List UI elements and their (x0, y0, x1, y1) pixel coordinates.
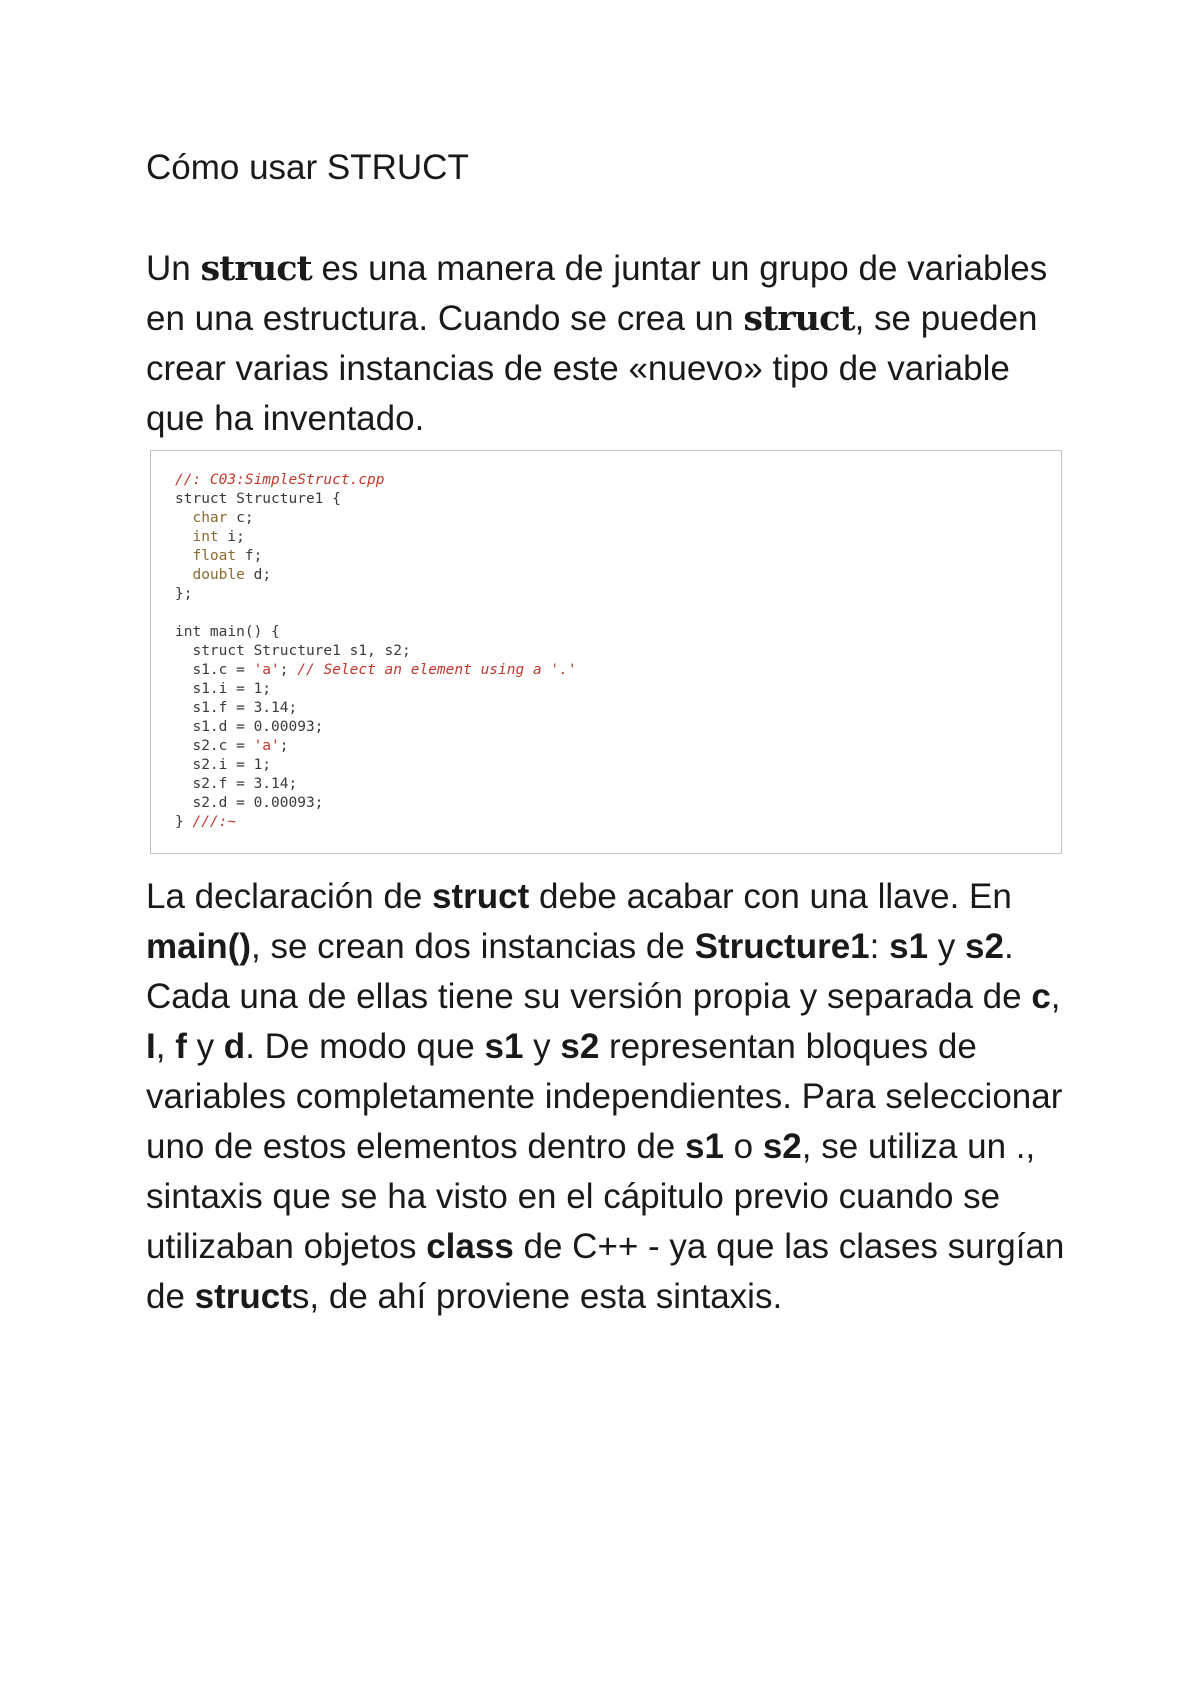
text-run: , se crean dos instancias de (251, 927, 695, 966)
keyword-d: d (223, 1027, 246, 1066)
keyword-s2: s2 (560, 1027, 600, 1066)
code-token: s2.c = (175, 738, 254, 754)
text-run: s, de ahí proviene esta sintaxis. (291, 1277, 783, 1316)
text-run: . Cada una de ellas tiene su versión propia y separada de (146, 927, 1032, 1016)
keyword-c: c (1031, 977, 1051, 1016)
code-token: struct Structure1 { (175, 491, 341, 507)
code-token: c; (227, 510, 254, 526)
code-line (175, 775, 577, 794)
code-token: s1.i = 1; (175, 681, 272, 697)
text-run: y (523, 1027, 561, 1066)
code-token: // Select an element using a '.' (297, 662, 577, 678)
text-run: o (723, 1127, 763, 1166)
code-token (175, 567, 192, 583)
keyword-s1: s1 (889, 927, 929, 966)
code-line (175, 680, 577, 699)
keyword-s1: s1 (684, 1127, 724, 1166)
code-line (175, 661, 577, 680)
code-token: 'a' (253, 738, 280, 754)
intro-paragraph (146, 244, 1066, 444)
page-title: Cómo usar STRUCT (146, 148, 469, 187)
code-token: double (192, 567, 245, 583)
keyword-main: main() (146, 927, 251, 966)
code-line (175, 737, 577, 756)
code-token: ; (279, 662, 298, 678)
code-line (175, 547, 577, 566)
code-token: struct Structure1 s1, s2; (175, 643, 411, 659)
code-line (175, 718, 577, 737)
keyword-s1: s1 (484, 1027, 524, 1066)
code-token: }; (175, 586, 193, 602)
code-line (175, 642, 577, 661)
text-run: , (1050, 977, 1061, 1016)
code-token: //: C03:SimpleStruct.cpp (175, 472, 385, 488)
code-token: int (192, 529, 219, 545)
code-token (175, 548, 192, 564)
keyword-struct: struct (194, 1277, 292, 1316)
code-token: int main() { (175, 624, 280, 640)
text-run: , se pueden crear varias instancias de este «nuevo» tipo de variable que ha inventado. (146, 299, 1038, 438)
code-line (175, 623, 577, 642)
code-token: s2.d = 0.00093; (175, 795, 324, 811)
code-line (175, 699, 577, 718)
code-line (175, 813, 577, 832)
code-token: s1.c = (175, 662, 254, 678)
keyword-s2: s2 (965, 927, 1004, 966)
text-run: de C++ - ya que las clases surgían de (146, 1227, 1065, 1316)
code-line (175, 566, 577, 585)
keyword-f: f (175, 1027, 187, 1066)
text-run: , se utiliza un ., sintaxis que se ha visto en el cápitulo previo cuando se utilizaban objetos (146, 1127, 1036, 1266)
keyword-struct: struct (432, 877, 530, 916)
text-run: debe acabar con una llave. En (529, 877, 1012, 916)
code-line (175, 756, 577, 775)
code-token: char (192, 510, 228, 526)
text-run: : (869, 927, 890, 966)
code-token: 'a' (253, 662, 280, 678)
explanation-paragraph (146, 872, 1066, 1322)
code-token: } (175, 814, 193, 830)
code-token: float (192, 548, 237, 564)
code-snippet-box (150, 450, 1062, 854)
keyword-structure1: Structure1 (694, 927, 870, 966)
keyword-class: class (426, 1227, 514, 1266)
code-token: f; (236, 548, 263, 564)
keyword-struct: struct (200, 248, 312, 289)
code-token: s1.f = 3.14; (175, 700, 298, 716)
keyword-i: I (146, 1027, 156, 1066)
code-line (175, 585, 577, 604)
code-token: ///:~ (192, 814, 237, 830)
code-line (175, 794, 577, 813)
code-token: s2.i = 1; (175, 757, 272, 773)
text-run: . De modo que (245, 1027, 485, 1066)
keyword-s2: s2 (762, 1127, 802, 1166)
code-line (175, 528, 577, 547)
code-token: s1.d = 0.00093; (175, 719, 324, 735)
code-line (175, 604, 577, 623)
code-token: ; (279, 738, 289, 754)
keyword-struct: struct (743, 298, 855, 339)
text-run: y (928, 927, 965, 966)
text-run: representan bloques de variables completamente independientes. Para seleccionar uno de estos elementos dentro de (146, 1027, 1063, 1166)
code-token: s2.f = 3.14; (175, 776, 298, 792)
code-line (175, 471, 577, 490)
text-run: Un (146, 249, 201, 288)
code-token (175, 510, 192, 526)
code-token: d; (244, 567, 272, 583)
code-line (175, 490, 577, 509)
text-run: y (186, 1027, 224, 1066)
text-run: , (155, 1027, 176, 1066)
text-run: La declaración de (146, 877, 433, 916)
text-run: es una manera de juntar un grupo de variables en una estructura. Cuando se crea un (146, 249, 1048, 338)
code-listing (175, 471, 577, 832)
code-token: i; (218, 529, 245, 545)
code-token (175, 529, 192, 545)
code-line (175, 509, 577, 528)
